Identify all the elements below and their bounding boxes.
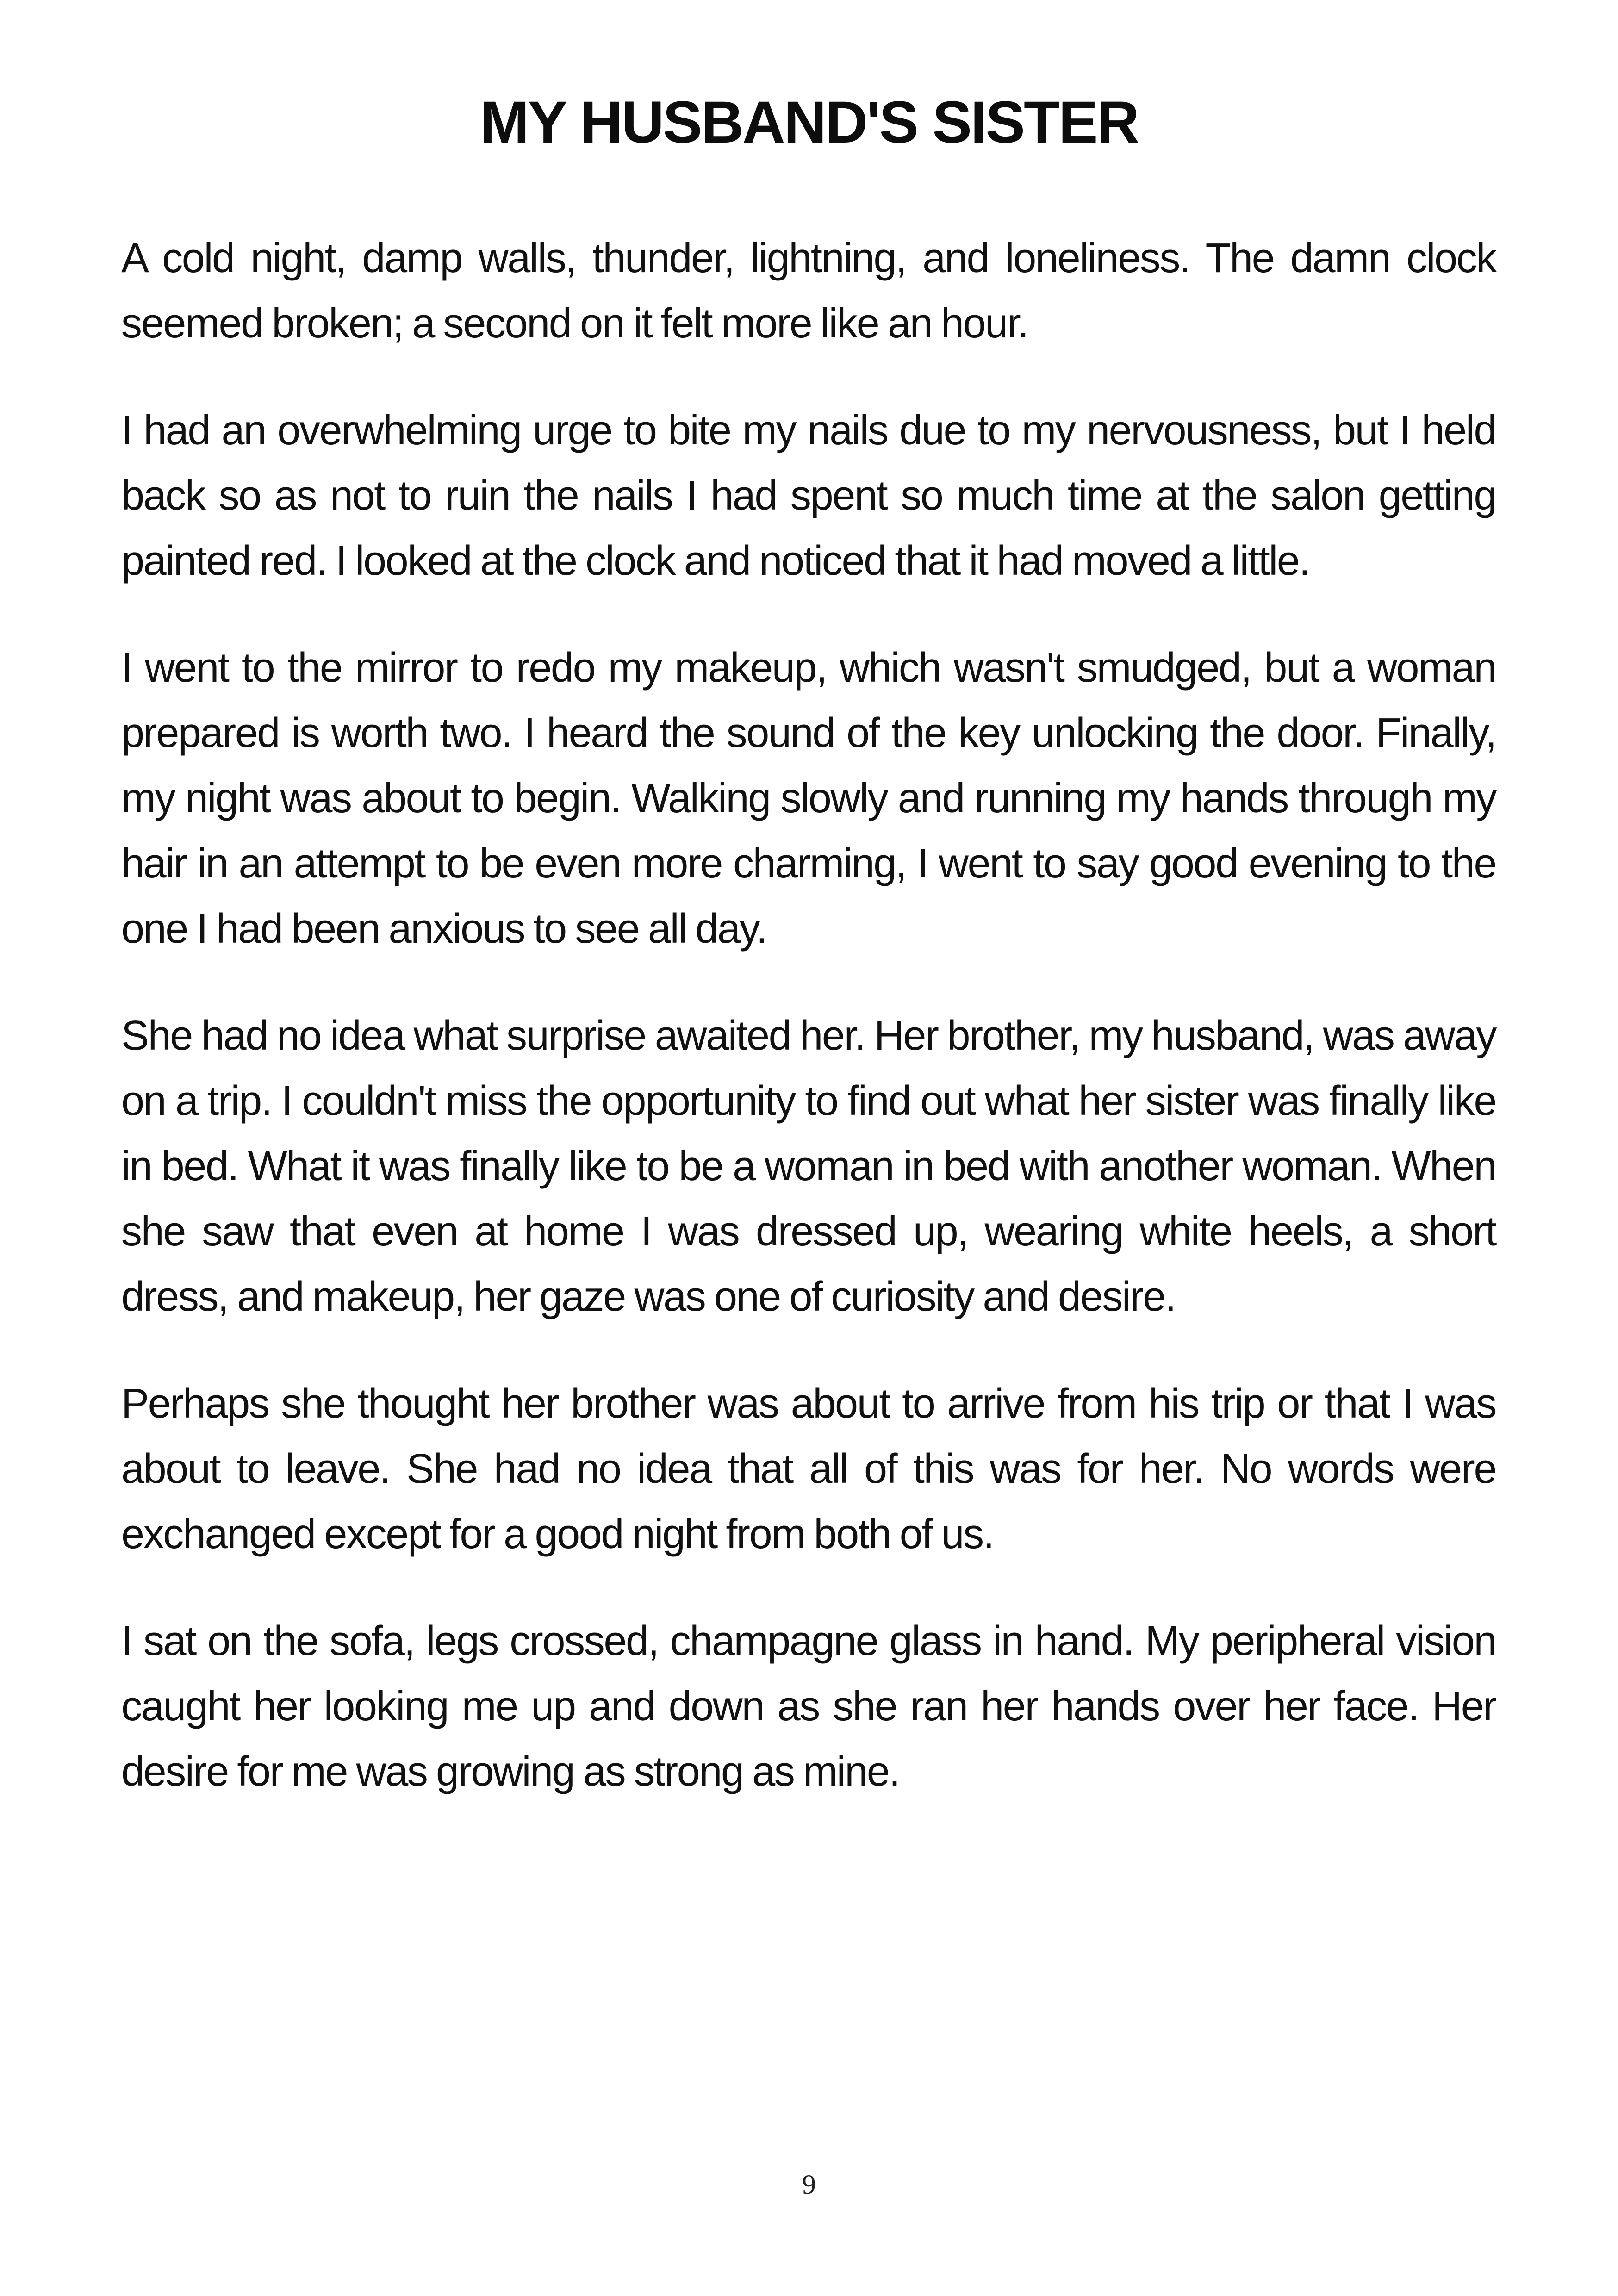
body-text <box>121 226 1496 1846</box>
paragraph-3: I went to the mirror to redo my makeup, which wasn't smudged, but a woman prepared is worth two. I heard the sound of the key unlocking the door. Finally, my night was about to begin. Walking slowly and running my hands through my hair in an attempt to be even more charming, I went to say good evening to the one I had been anxious to see all day. <box>121 645 1496 952</box>
chapter-title: MY HUSBAND'S SISTER <box>480 89 1138 156</box>
paragraph-2: I had an overwhelming urge to bite my nails due to my nervousness, but I held back so as not to ruin the nails I had spent so much time at the salon getting painted red. I looked at the clock and noticed that it had moved a little. <box>121 407 1496 584</box>
paragraph-4: She had no idea what surprise awaited her. Her brother, my husband, was away on a trip. I couldn't miss the opportunity to find out what her sister was finally like in bed. What it was finally like to be a woman in bed with another woman. When she saw that even at home I was dressed up, wearing white heels, a short dress, and makeup, her gaze was one of curiosity and desire. <box>121 1013 1496 1320</box>
paragraph-5: Perhaps she thought her brother was about to arrive from his trip or that I was about to leave. She had no idea that all of this was for her. No words were exchanged except for a good night from both of us. <box>121 1381 1496 1557</box>
paragraph-1: A cold night, damp walls, thunder, lightning, and loneliness. The damn clock seemed broken; a second on it felt more like an hour. <box>121 235 1496 347</box>
page-number: 9 <box>802 2169 816 2200</box>
paragraph-6: I sat on the sofa, legs crossed, champagne glass in hand. My peripheral vision caught her looking me up and down as she ran her hands over her face. Her desire for me was growing as strong as mine. <box>121 1618 1496 1795</box>
